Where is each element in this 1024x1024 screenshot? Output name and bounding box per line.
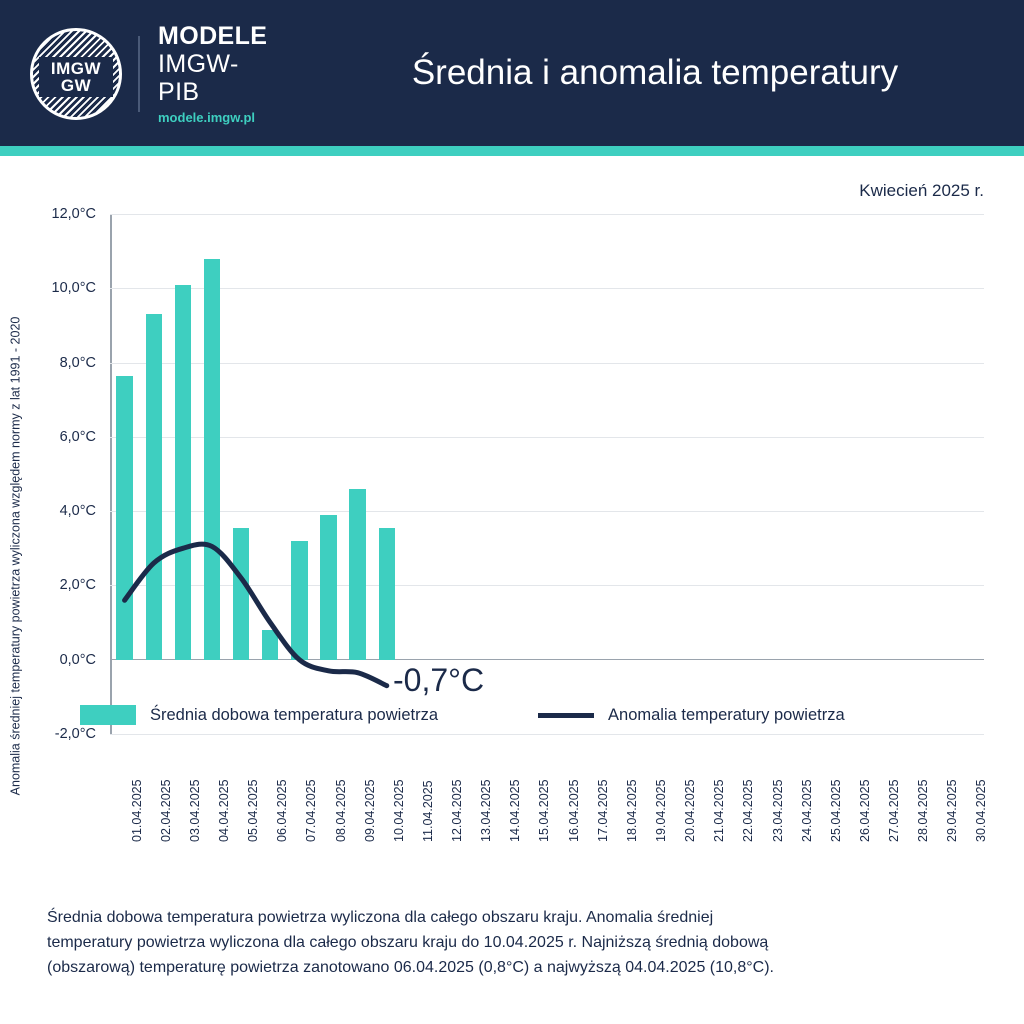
x-axis-tick-label: 13.04.2025 [479, 779, 494, 842]
imgw-logo-mark-bottom: GW [60, 76, 92, 95]
legend-item-bar [80, 705, 438, 725]
x-axis-tick-label: 27.04.2025 [887, 779, 902, 842]
caption-line-2: temperatury powietrza wyliczona dla całego obszaru kraju do 10.04.2025 r. Najniższą średnią dobową [47, 933, 769, 951]
y-axis-tick-label: 6,0°C [59, 428, 96, 445]
x-axis-tick-label: 23.04.2025 [770, 779, 785, 842]
x-axis-tick-label: 28.04.2025 [916, 779, 931, 842]
chart-subtitle: Kwiecień 2025 r. [859, 181, 984, 200]
logo-line-imgw-pib: IMGW-PIB [158, 50, 239, 107]
y-axis-tick-label: 8,0°C [59, 354, 96, 371]
x-axis-tick-label: 30.04.2025 [974, 779, 989, 842]
logo-text-block [158, 22, 280, 126]
x-axis-tick-label: 10.04.2025 [391, 779, 406, 842]
x-axis-tick-label: 21.04.2025 [712, 779, 727, 842]
header-accent-stripe [0, 146, 1024, 156]
y-axis-tick-label: 10,0°C [51, 280, 96, 297]
x-axis-tick-label: 26.04.2025 [857, 779, 872, 842]
x-axis-tick-labels [110, 740, 989, 850]
x-axis-tick-label: 20.04.2025 [683, 779, 698, 842]
imgw-logo-mark-text [39, 57, 113, 97]
x-axis-tick-label: 05.04.2025 [246, 779, 261, 842]
chart-legend [80, 700, 980, 730]
logo-line-url: modele.imgw.pl [158, 110, 256, 126]
x-axis-tick-label: 09.04.2025 [362, 779, 377, 842]
x-axis-tick-label: 25.04.2025 [828, 779, 843, 842]
y-axis-title-text: Anomalia średniej temperatury powietrza wyliczona względem normy z lat 1991 - 2020 [8, 316, 23, 796]
chart-caption [47, 906, 977, 980]
x-axis-tick-label: 17.04.2025 [595, 779, 610, 842]
gridline [110, 734, 984, 735]
legend-swatch-line-icon [538, 713, 594, 718]
imgw-logo-mark-icon [30, 28, 122, 120]
caption-line-1: Średnia dobowa temperatura powietrza wyliczona dla całego obszaru kraju. Anomalia średniej [47, 909, 714, 926]
x-axis-tick-label: 06.04.2025 [275, 779, 290, 842]
x-axis-tick-label: 03.04.2025 [187, 779, 202, 842]
x-axis-tick-label: 02.04.2025 [158, 779, 173, 842]
x-axis-tick-label: 22.04.2025 [741, 779, 756, 842]
chart-region [0, 156, 1024, 906]
x-axis-tick-label: 19.04.2025 [653, 779, 668, 842]
x-axis-tick-label: 16.04.2025 [566, 779, 581, 842]
page-title: Średnia i anomalia temperatury [411, 53, 899, 92]
anomaly-line-path [125, 544, 387, 686]
legend-label-bar: Średnia dobowa temperatura powietrza [150, 705, 439, 724]
x-axis-tick-label: 15.04.2025 [537, 779, 552, 842]
x-axis-tick-label: 12.04.2025 [450, 779, 465, 842]
x-axis-tick-label: 18.04.2025 [624, 779, 639, 842]
x-axis-tick-label: 29.04.2025 [945, 779, 960, 842]
y-axis-tick-label: 4,0°C [59, 503, 96, 520]
y-axis-tick-label: 12,0°C [51, 206, 96, 222]
y-axis-tick-label: 2,0°C [59, 577, 96, 594]
plot-area [110, 214, 984, 734]
legend-item-line [538, 706, 845, 725]
legend-label-line: Anomalia temperatury powietrza [608, 705, 845, 724]
y-axis-tick-labels [0, 206, 104, 742]
x-axis-tick-label: 08.04.2025 [333, 779, 348, 842]
anomaly-annotation: -0,7°C [393, 662, 485, 698]
x-axis-tick-label: 24.04.2025 [799, 779, 814, 842]
x-axis-tick-label: 11.04.2025 [420, 780, 435, 842]
legend-swatch-bar-icon [80, 705, 136, 725]
x-axis-tick-label: 14.04.2025 [508, 779, 523, 842]
x-axis-tick-label: 07.04.2025 [304, 779, 319, 842]
imgw-logo-mark-top: IMGW [50, 59, 102, 78]
anomaly-line-series [110, 214, 984, 734]
y-axis-tick-label: 0,0°C [59, 651, 96, 668]
y-axis-tick-label: -2,0°C [54, 726, 96, 742]
x-axis-tick-label: 01.04.2025 [129, 779, 144, 842]
logo-line-modele: MODELE [158, 22, 268, 51]
caption-line-3: (obszarową) temperaturę powietrza zanotowano 06.04.2025 (0,8°C) a najwyższą 04.04.2025 (10,8°C). [47, 958, 774, 976]
imgw-logo [30, 22, 280, 126]
x-axis-tick-label: 04.04.2025 [216, 779, 231, 842]
logo-divider [138, 36, 140, 112]
